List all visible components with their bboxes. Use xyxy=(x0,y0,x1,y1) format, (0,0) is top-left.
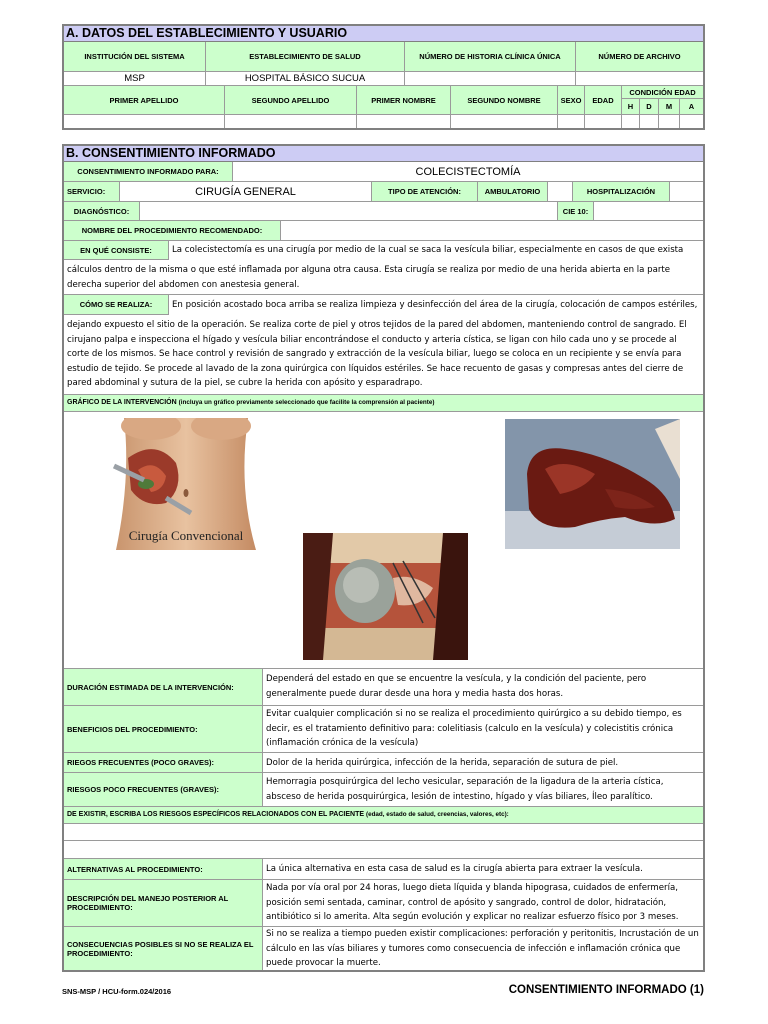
label-como-se-realiza: CÓMO SE REALIZA: xyxy=(64,295,169,315)
label-primer-apellido: PRIMER APELLIDO xyxy=(64,86,225,115)
sexo-field[interactable] xyxy=(558,115,585,128)
grafico-header xyxy=(64,395,703,412)
section-b xyxy=(62,144,705,972)
establecimiento-value[interactable]: HOSPITAL BÁSICO SUCUA xyxy=(206,72,405,86)
page-title: CONSENTIMIENTO INFORMADO (1) xyxy=(508,984,704,996)
label-consentimiento-para: CONSENTIMIENTO INFORMADO PARA: xyxy=(64,162,233,182)
label-segundo-nombre: SEGUNDO NOMBRE xyxy=(451,86,558,115)
abdomen-illustration-image xyxy=(106,418,266,550)
label-segundo-apellido: SEGUNDO APELLIDO xyxy=(225,86,357,115)
grafico-label: GRÁFICO DE LA INTERVENCIÓN xyxy=(67,399,177,406)
cond-a-field[interactable] xyxy=(680,115,703,128)
section-b-title: B. CONSENTIMIENTO INFORMADO xyxy=(64,146,703,162)
primer-nombre-field[interactable] xyxy=(357,115,451,128)
label-cond-m: M xyxy=(659,99,680,115)
label-establecimiento: ESTABLECIMIENTO DE SALUD xyxy=(206,42,405,72)
numero-archivo-value[interactable] xyxy=(576,72,703,86)
de-existir-header xyxy=(64,807,703,824)
label-ambulatorio: AMBULATORIO xyxy=(478,182,548,202)
alternativas-value: La única alternativa en esta casa de salud es la cirugía abierta para extraer la vesícula. xyxy=(263,859,703,880)
diagnostico-field[interactable] xyxy=(140,202,558,221)
label-diagnostico: DIAGNÓSTICO: xyxy=(64,202,140,221)
label-hospitalizacion: HOSPITALIZACIÓN xyxy=(573,182,670,202)
label-beneficios: BENEFICIOS DEL PROCEDIMIENTO: xyxy=(64,706,263,753)
de-existir-note: (edad, estado de salud, creencias, valores, etc): xyxy=(365,811,509,818)
de-existir-label: DE EXISTIR, ESCRIBA LOS RIESGOS ESPECÍFICOS RELACIONADOS CON EL PACIENTE xyxy=(67,811,365,818)
riesgos-poco-frecuentes-value: Hemorragia posquirúrgica del lecho vesicular, separación de la ligadura de la arteria cística, absceso de herida posquirúrgica, lesión de intestino, hígado y vías biliares, Íleo paralítico. xyxy=(263,773,703,807)
cond-h-field[interactable] xyxy=(622,115,640,128)
label-historia-clinica: NÚMERO DE HISTORIA CLÍNICA ÚNICA xyxy=(405,42,576,72)
segundo-apellido-field[interactable] xyxy=(225,115,357,128)
primer-apellido-field[interactable] xyxy=(64,115,225,128)
institucion-value[interactable]: MSP xyxy=(64,72,206,86)
hospitalizacion-checkbox[interactable] xyxy=(670,182,703,202)
edad-field[interactable] xyxy=(585,115,622,128)
surgery-photo-image xyxy=(303,533,468,660)
consentimiento-para-value[interactable]: COLECISTECTOMÍA xyxy=(233,162,703,182)
label-primer-nombre: PRIMER NOMBRE xyxy=(357,86,451,115)
label-numero-archivo: NÚMERO DE ARCHIVO xyxy=(576,42,703,72)
cie-field[interactable] xyxy=(594,202,703,221)
label-edad: EDAD xyxy=(585,86,622,115)
label-servicio: SERVICIO: xyxy=(64,182,120,202)
riesgos-especificos-field-1[interactable] xyxy=(64,824,703,841)
label-sexo: SEXO xyxy=(558,86,585,115)
label-cond-d: D xyxy=(640,99,659,115)
form-code: SNS-MSP / HCU-form.024/2016 xyxy=(62,987,172,996)
beneficios-value: Evitar cualquier complicación si no se realiza el procedimiento quirúrgico a su debido tiempo, es decir, es el tratamiento definitivo para: colelitiasis (calculo en la vesícula) y colecistitis crónica (inflamación crónica de la vesícula) xyxy=(263,706,703,753)
manejo-posterior-value: Nada por vía oral por 24 horas, luego dieta líquida y blanda hipograsa, cuidados de enfermería, posición semi sentada, caminar, control de apósito y sangrado, control de dolor, hidratación, antibiótico si lo amerita. Alta según evolución y explicar no realizar esfuerzo físico por 3 meses. xyxy=(263,880,703,927)
label-procedimiento: NOMBRE DEL PROCEDIMIENTO RECOMENDADO: xyxy=(64,221,281,241)
riesgos-especificos-field-2[interactable] xyxy=(64,841,703,859)
consecuencias-value: Si no se realiza a tiempo pueden existir complicaciones: perforación y peritonitis, Incrustación de un cálculo en las vías biliares y tumores como consecuencia de infección e inflamación crónica que puede provocar la muerte. xyxy=(266,929,699,968)
en-que-consiste-text: cálculos dentro de la misma o que esté inflamada por alguna otra causa. Esta cirugía se realiza por medio de una herida abierta en la parte derecha superior del abdomen con anestesia general. xyxy=(64,261,703,295)
historia-clinica-value[interactable] xyxy=(405,72,576,86)
procedimiento-field[interactable] xyxy=(281,221,703,241)
label-tipo-atencion: TIPO DE ATENCIÓN: xyxy=(372,182,478,202)
cond-d-field[interactable] xyxy=(640,115,659,128)
label-manejo-posterior: DESCRIPCIÓN DEL MANEJO POSTERIOR AL PROCEDIMIENTO: xyxy=(64,880,263,927)
label-condicion-edad: CONDICIÓN EDAD xyxy=(622,86,703,99)
como-se-realiza-text: dejando expuesto el sitio de la operación. Se realiza corte de piel y otros tejidos de la pared del abdomen, manteniendo control de sangrado. El cirujano palpa e inspecciona el hígado y vesícula biliar encontrándose el conducto y arteria cística, se ligan con hilo cada uno y se procede al corte de los mismos. Se hace control y revisión de sangrado y extracción de la vesícula biliar, luego se coloca en un recipiente y se envía para estudio de tejido. Se procede al lavado de la zona quirúrgica con líquidos estériles. Se hace recuento de gasas y compresas antes del cierre de pared abdominal y sutura de la piel, se cubre la herida con apósito y esparadrapo. xyxy=(64,316,703,395)
label-cie: CIE 10: xyxy=(558,202,594,221)
grafico-note: (incluya un gráfico previamente seleccionado que facilite la comprensión al paciente) xyxy=(178,399,435,406)
label-duracion: DURACIÓN ESTIMADA DE LA INTERVENCIÓN: xyxy=(64,669,263,706)
cond-m-field[interactable] xyxy=(659,115,680,128)
en-que-consiste-line1: La colecistectomía es una cirugía por medio de la cual se saca la vesícula biliar, especialmente en casos de que exista xyxy=(172,245,684,255)
label-alternativas: ALTERNATIVAS AL PROCEDIMIENTO: xyxy=(64,859,263,880)
ambulatorio-checkbox[interactable] xyxy=(548,182,573,202)
image-caption: Cirugía Convencional xyxy=(128,528,244,543)
label-riesgos-poco-frecuentes: RIESGOS POCO FRECUENTES (GRAVES): xyxy=(64,773,263,807)
como-line1: En posición acostado boca arriba se realiza limpieza y desinfección del área de la cirugía, colocación de campos estériles, xyxy=(172,300,698,310)
gallbladder-photo-image xyxy=(505,419,680,549)
riesgos-frecuentes-value: Dolor de la herida quirúrgica, infección de la herida, separación de sutura de piel. xyxy=(263,753,703,773)
duracion-value: Dependerá del estado en que se encuentre la vesícula, y la condición del paciente, pero generalmente puede durar desde una hora y media hasta dos horas. xyxy=(263,669,703,706)
servicio-value[interactable]: CIRUGÍA GENERAL xyxy=(120,182,372,202)
section-a-title: A. DATOS DEL ESTABLECIMIENTO Y USUARIO xyxy=(64,26,703,42)
section-a xyxy=(62,24,705,130)
label-institucion: INSTITUCIÓN DEL SISTEMA xyxy=(64,42,206,72)
label-en-que-consiste: EN QUÉ CONSISTE: xyxy=(64,241,169,260)
segundo-nombre-field[interactable] xyxy=(451,115,558,128)
label-cond-h: H xyxy=(622,99,640,115)
label-riesgos-frecuentes: RIEGOS FRECUENTES (POCO GRAVES): xyxy=(64,753,263,773)
label-cond-a: A xyxy=(680,99,703,115)
label-consecuencias: CONSECUENCIAS POSIBLES SI NO SE REALIZA EL PROCEDIMIENTO: xyxy=(64,927,263,970)
grafico-area xyxy=(64,412,703,669)
